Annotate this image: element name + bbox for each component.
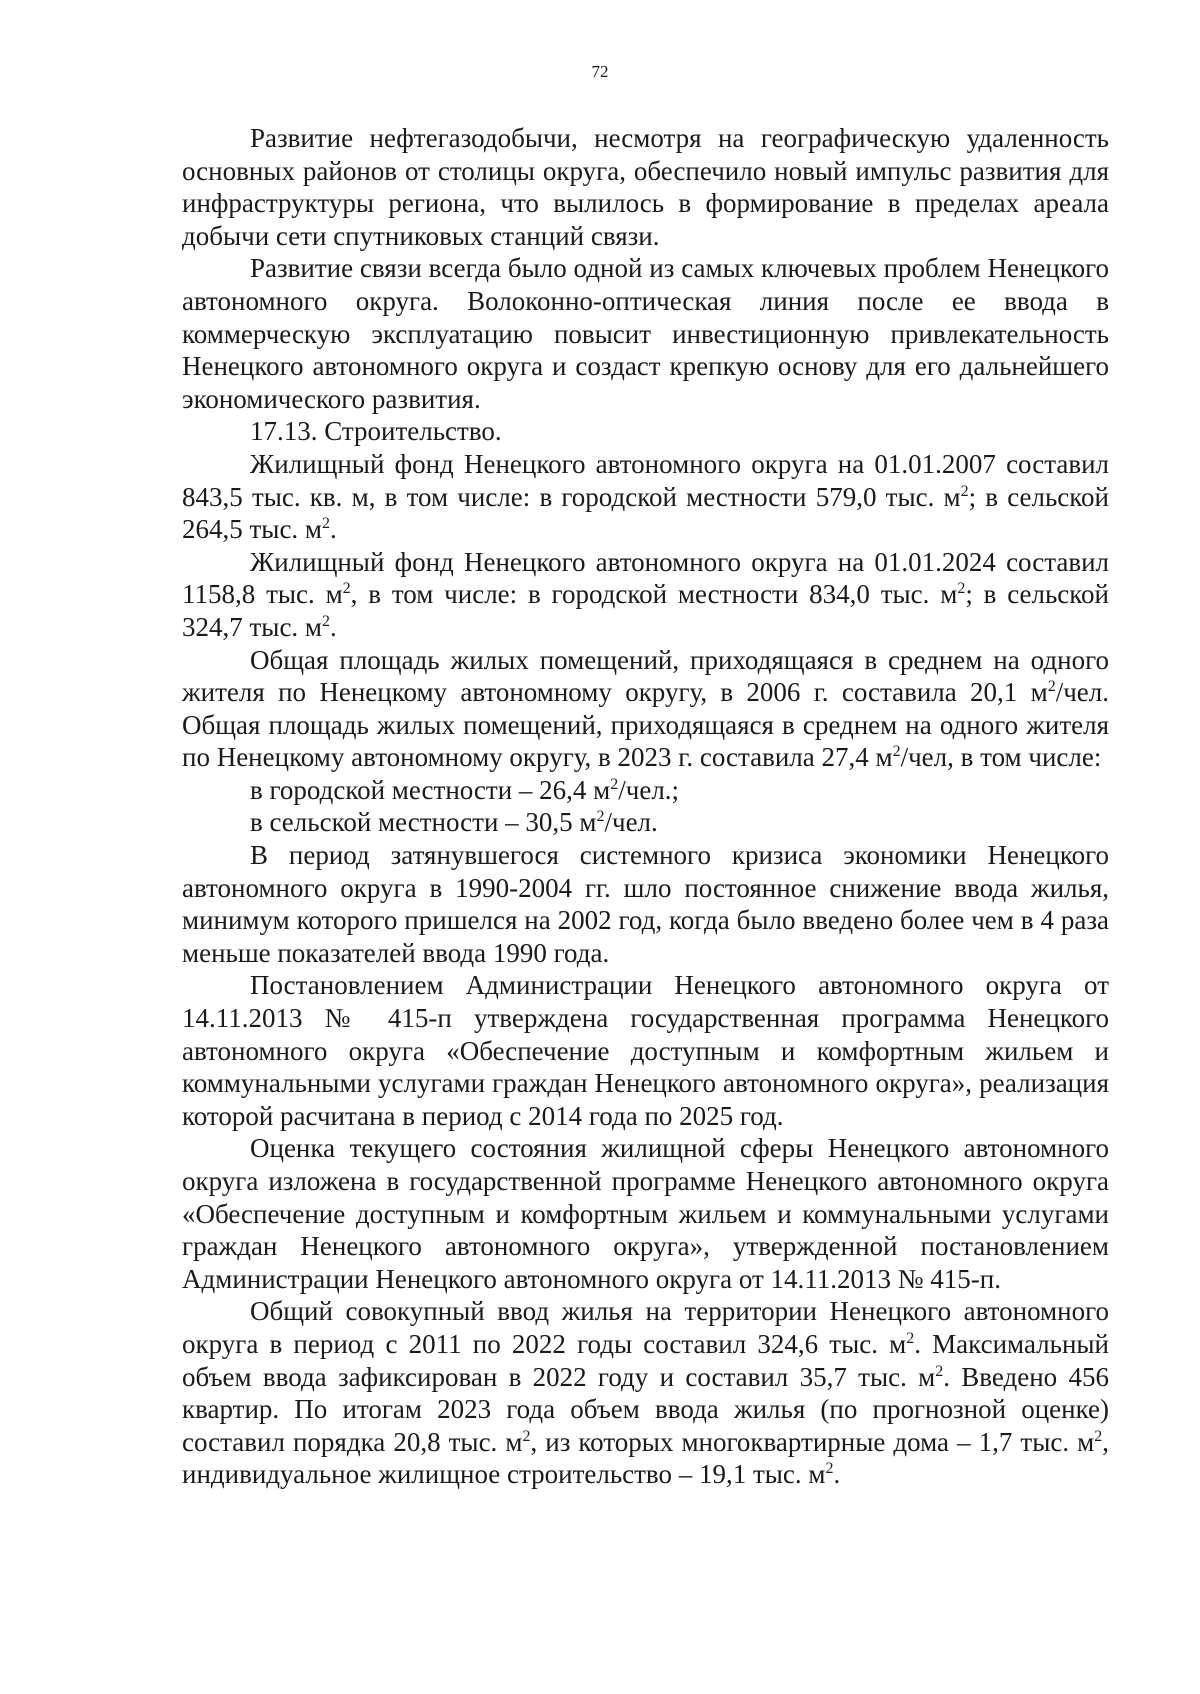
paragraph-communications: Развитие связи всегда было одной из самых ключевых проблем Ненецкого автономного округа. Волоконно-оптическая линия после ее ввода в коммерческую эксплуатацию повысит инвестиционную привлекательность Ненецкого автономного округа и создаст крепкую основу для его дальнейшего экономического развития. [182, 253, 1109, 414]
paragraph-program-decree: Постановлением Администрации Ненецкого автономного округа от 14.11.2013 № 415-п утверждена государственная программа Ненецкого автономного округа «Обеспечение доступным и комфортным жильем и коммунальными услугами граждан Ненецкого автономного округа», реализация которой расчитана в период с 2014 года по 2025 год. [182, 970, 1109, 1131]
paragraph-housing-input: Общий совокупный ввод жилья на территории Ненецкого автономного округа в период с 2011 по 2022 годы составил 324,6 тыс. $м^2$. Максимальный объем ввода зафиксирован в 2022 году и составил 35,7 тыс. $м^2$. Введено 456 квартир. По итогам 2023 года объем ввода жилья (по прогнозной оценке) составил порядка 20,8 тыс. $м^2$, из которых многоквартирные дома – 1,7 тыс. $м^2$, индивидуальное жилищное строительство – 19,1 тыс. $м^2$. [182, 1296, 1109, 1490]
page-number: 72 [591, 62, 609, 81]
list-item-urban: в городской местности – 26,4 $м^2$/чел.; [250, 774, 680, 805]
paragraph-crisis: В период затянувшегося системного кризиса экономики Ненецкого автономного округа в 1990-2004 гг. шло постоянное снижение ввода жилья, минимум которого пришелся на 2002 год, когда было введено более чем в 4 раза меньше показателей ввода 1990 года. [182, 840, 1109, 968]
document-body [182, 122, 1109, 1491]
paragraph-living-area: Общая площадь жилых помещений, приходящаяся в среднем на одного жителя по Ненецкому автономному округу, в 2006 г. составила 20,1 $м^2$/чел. Общая площадь жилых помещений, приходящаяся в среднем на одного жителя по Ненецкому автономному округу, в 2023 г. составила 27,4 $м^2$/чел, в том числе: [182, 644, 1109, 773]
paragraph-housing-2024: Жилищный фонд Ненецкого автономного округа на 01.01.2024 составил 1158,8 тыс. $м^2$, в том числе: в городской местности 834,0 тыс. $м^2$; в сельской 324,7 тыс. $м^2$. [182, 546, 1109, 642]
paragraph-housing-2007: Жилищный фонд Ненецкого автономного округа на 01.01.2007 составил 843,5 тыс. кв. м, в том числе: в городской местности 579,0 тыс. $м^2$; в сельской 264,5 тыс. $м^2$. [182, 448, 1109, 545]
section-heading-construction: 17.13. Строительство. [250, 416, 502, 447]
list-item-rural: в сельской местности – 30,5 $м^2$/чел. [250, 807, 658, 838]
paragraph-assessment: Оценка текущего состояния жилищной сферы Ненецкого автономного округа изложена в государственной программе Ненецкого автономного округа «Обеспечение доступным и комфортным жильем и коммунальными услугами граждан Ненецкого автономного округа», утвержденной постановлением Администрации Ненецкого автономного округа от 14.11.2013 № 415-п. [182, 1133, 1109, 1294]
paragraph-oil-gas: Развитие нефтегазодобычи, несмотря на географическую удаленность основных районов от столицы округа, обеспечило новый импульс развития для инфраструктуры региона, что вылилось в формирование в пределах ареала добычи сети спутниковых станций связи. [182, 123, 1109, 251]
